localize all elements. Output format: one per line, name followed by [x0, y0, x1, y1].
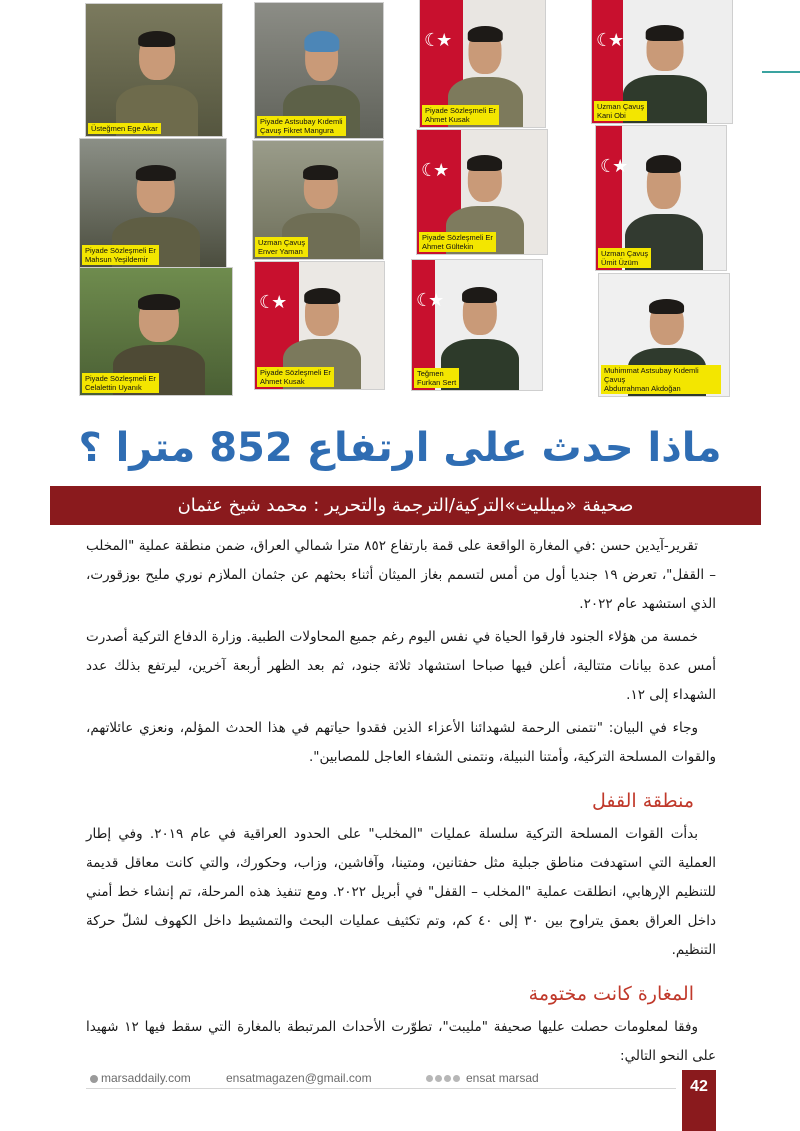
article-paragraph: تقرير-آيدين حسن :في المغارة الواقعة على قمة بارتفاع ٨٥٢ مترا شمالي العراق، ضمن منطقة عملية "المخلب – القفل"، تعرض ١٩ جنديا أول من أمس لتسمم بغاز الميثان أثناء بحثهم عن جثمان الملازم نوري مليح بوزقورت، الذي استشهد عام ٢٠٢٢.: [86, 538, 716, 612]
photo-caption: Muhimmat Astsubay Kıdemli Çavuş Abdurrahman Akdoğan: [601, 365, 721, 394]
photo-caption: Piyade Sözleşmeli Er Ahmet Kusak: [422, 105, 499, 125]
photo-caption: Piyade Sözleşmeli Er Ahmet Kusak: [257, 367, 334, 387]
photo-caption: Piyade Astsubay Kıdemli Çavuş Fikret Mangura: [257, 116, 346, 136]
page-number: 42: [682, 1070, 716, 1131]
soldier-photo: [412, 260, 542, 390]
photo-caption: Uzman Çavuş Enver Yaman: [255, 237, 308, 257]
twitter-icon: [435, 1075, 442, 1082]
article-title: ماذا حدث على ارتفاع 852 مترا ؟: [78, 425, 722, 471]
facebook-icon: [426, 1075, 433, 1082]
soldier-photo: [255, 3, 383, 138]
photo-caption: Üsteğmen Ege Akar: [88, 123, 161, 134]
photo-caption: Teğmen Furkan Sert: [414, 368, 459, 388]
soldier-photo: [592, 0, 732, 123]
youtube-icon: [453, 1075, 460, 1082]
photo-caption: Piyade Sözleşmeli Er Ahmet Gültekin: [419, 232, 496, 252]
section-heading: المغارة كانت مختومة: [528, 983, 694, 1005]
article-body: [86, 532, 716, 1075]
section-heading: منطقة القفل: [591, 790, 694, 812]
soldier-photo: [255, 262, 384, 389]
article-paragraph: بدأت القوات المسلحة التركية سلسلة عمليات "المخلب" على الحدود العراقية في عام ٢٠١٩. وفي إطار العملية التي استهدفت مناطق جبلية مثل حفتانين، ومتينا، وآفاشين، وزاب، وحكورك، والتي كانت معاقل قديمة للتنظيم الإرهابي، انطلقت عملية "المخلب – القفل" في أبريل ٢٠٢٢. ومع تنفيذ هذه المرحلة، تم إنشاء خط أمني داخل العراق بعمق يتراوح بين ٣٠ إلى ٤٠ كم، وتم تكثيف عمليات البحث والتمشيط داخل الكهوف لشلّ حركة التنظيم.: [86, 826, 716, 958]
photo-caption: Piyade Sözleşmeli Er Mahsun Yeşildemir: [82, 245, 159, 265]
social-handle[interactable]: ensat marsad: [426, 1071, 539, 1085]
page-footer: [86, 1068, 676, 1089]
soldier-photo: [417, 130, 547, 254]
globe-icon: [90, 1075, 98, 1083]
soldier-photo: [86, 4, 222, 136]
article-paragraph: وجاء في البيان: "نتمنى الرحمة لشهدائنا الأعزاء الذين فقدوا حياتهم في هذا الحدث المؤلم، ونعزي عائلاتهم، والقوات المسلحة التركية، وأمتنا النبيلة، ونتمنى الشفاء العاجل للمصابين".: [86, 720, 716, 765]
article-paragraph: وفقا لمعلومات حصلت عليها صحيفة "مليبت"، تطوّرت الأحداث المرتبطة بالمغارة التي سقط فيها ١٢ شهيدا على النحو التالي:: [86, 1019, 716, 1064]
soldier-photo: [80, 268, 232, 395]
article-paragraph: خمسة من هؤلاء الجنود فارقوا الحياة في نفس اليوم رغم جميع المحاولات الطبية. وزارة الدفاع التركية أصدرت أمس عدة بيانات متتالية، أعلن فيها صباحا استشهاد ثلاثة جنود، ثم بعد الظهر أربعة آخرين، ليرتفع بذلك عدد الشهداء إلى ١٢.: [86, 629, 716, 703]
soldier-photo: [599, 274, 729, 396]
martyrs-photo-grid: [0, 0, 800, 405]
soldier-photo: [253, 141, 383, 259]
source-byline: صحيفة «ميلليت»التركية/الترجمة والتحرير : محمد شيخ عثمان: [50, 486, 761, 525]
photo-caption: Uzman Çavuş Kani Obi: [594, 101, 647, 121]
photo-caption: Piyade Sözleşmeli Er Celalettin Uyanık: [82, 373, 159, 393]
soldier-photo: [80, 139, 226, 267]
soldier-photo: [596, 126, 726, 270]
soldier-photo: [420, 0, 545, 127]
photo-caption: Uzman Çavuş Ümit Üzüm: [598, 248, 651, 268]
instagram-icon: [444, 1075, 451, 1082]
email-link[interactable]: ensatmagazen@gmail.com: [226, 1071, 372, 1085]
website-link[interactable]: marsaddaily.com: [90, 1071, 191, 1085]
